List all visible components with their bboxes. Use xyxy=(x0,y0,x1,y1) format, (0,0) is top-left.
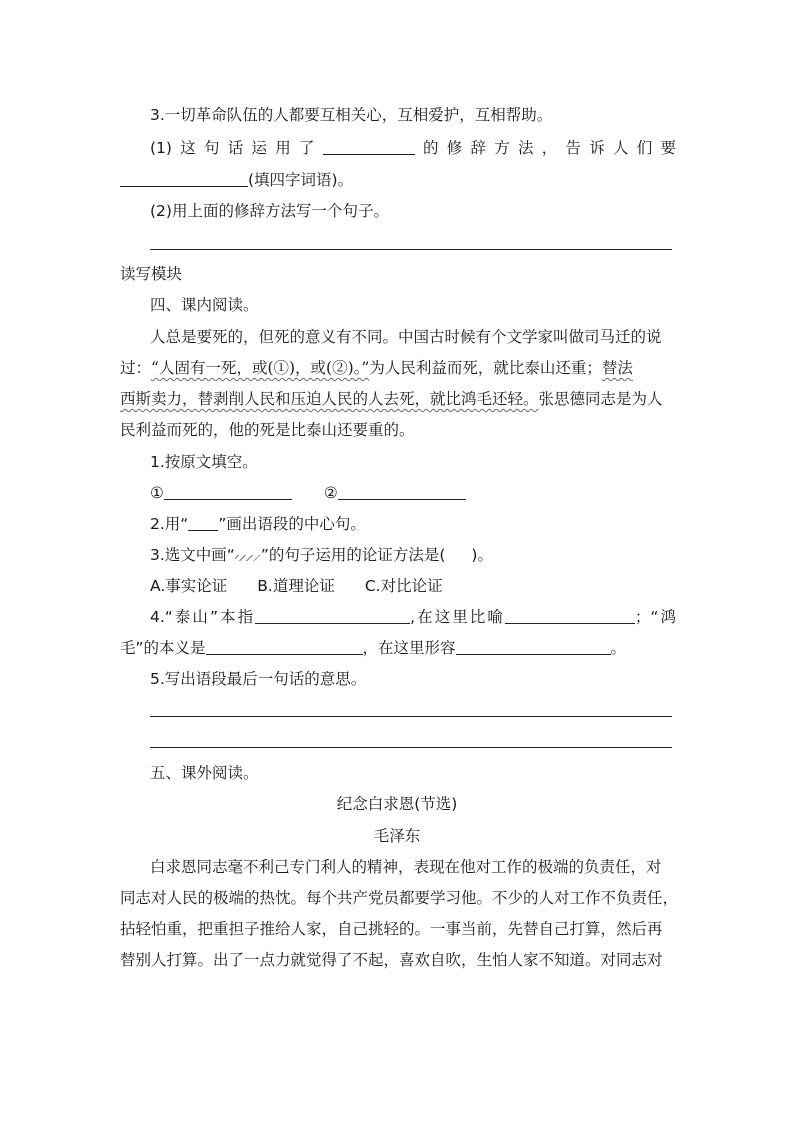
s5-article-author: 毛泽东 xyxy=(373,827,421,845)
s4-q4-blank-4[interactable] xyxy=(456,638,611,655)
s4-q2-text-a: 2.用“ xyxy=(150,515,189,533)
s4-q4-text-c: ；“鸿 xyxy=(634,608,677,626)
s4-q3-text-b: ”的句子运用的论证方法是( xyxy=(260,546,446,564)
s4-passage-2b: 为人民利益而死，就比泰山还重； xyxy=(369,359,602,377)
s4-q3-text-c: )。 xyxy=(471,546,493,564)
s5-passage-line-1: 白求恩同志毫不利己专门利人的精神，表现在他对工作的极端的负责任，对 xyxy=(150,858,662,876)
s4-q3-text-a: 3.选文中画“ xyxy=(150,546,235,564)
s4-passage-3a: 西斯卖力，替剥削人民和压迫人民的人去死，就比鸿毛还轻。 xyxy=(120,390,539,408)
s4-q1-blank-1[interactable] xyxy=(164,483,292,500)
s5-passage-line-2: 同志对人民的极端的热忱。每个共产党员都要学习他。不少的人对工作不负责任， xyxy=(120,889,679,907)
s5-passage-line-3: 拈轻怕重，把重担子推给人家，自己挑轻的。一事当前，先替自己打算，然后再 xyxy=(120,920,663,938)
s4-passage-line-3 xyxy=(120,388,663,410)
s4-q4-text-d: 毛”的本义是 xyxy=(120,639,206,657)
option-b[interactable]: B.道理论证 xyxy=(257,577,335,595)
q3-sub2: (2)用上面的修辞方法写一个句子。 xyxy=(150,202,389,220)
s4-q2-underline-sample xyxy=(188,517,218,531)
s4-q4-text-b: ,在这里比喻 xyxy=(410,608,505,626)
s4-q2 xyxy=(150,513,366,535)
s4-q5-answer-line-2[interactable] xyxy=(150,747,672,748)
q3-sub1-text-c: (填四字词语)。 xyxy=(248,171,354,189)
s4-q1-circ2: ② xyxy=(323,484,338,502)
q3-sub1-text-b: 的修辞方法，告诉人们要 xyxy=(414,139,676,157)
option-c[interactable]: C.对比论证 xyxy=(364,577,443,595)
s4-q4-line1 xyxy=(150,606,676,628)
s5-article-title: 纪念白求恩(节选) xyxy=(336,795,458,813)
s4-passage-line-1: 人总是要死的，但死的意义有不同。中国古时候有个文学家叫做司马迁的说 xyxy=(150,328,662,346)
s4-passage-quote: “人固有一死，或(①)，或(②)。” xyxy=(151,359,370,377)
s4-q4-blank-1[interactable] xyxy=(255,607,410,624)
module-title: 读写模块 xyxy=(120,265,183,283)
s4-passage-line-2 xyxy=(120,357,633,379)
s4-q4-blank-2[interactable] xyxy=(505,607,635,624)
s4-q5-answer-line-1[interactable] xyxy=(150,716,672,717)
s4-q1: 1.按原文填空。 xyxy=(150,453,258,471)
s4-q4-text-a: 4.“泰山”本指 xyxy=(150,608,256,626)
s4-q4-text-f: 。 xyxy=(610,639,627,657)
s4-q5: 5.写出语段最后一句话的意思。 xyxy=(150,670,367,688)
q3-main: 3.一切革命队伍的人都要互相关心，互相爱护，互相帮助。 xyxy=(150,106,553,124)
section5-heading: 五、课外阅读。 xyxy=(150,764,259,782)
s4-passage-line-4: 民利益而死的，他的死是比泰山还要重的。 xyxy=(120,421,415,439)
s4-q3 xyxy=(150,544,493,566)
q3-sub1-line2 xyxy=(120,169,353,191)
s4-q4-text-e: ，在这里形容 xyxy=(362,639,456,657)
s4-q1-blank-2[interactable] xyxy=(338,483,466,500)
s5-passage-line-4: 替别人打算。出了一点力就觉得了不起，喜欢自吹，生怕人家不知道。对同志对 xyxy=(120,951,663,969)
q3-sub1-line xyxy=(150,137,676,159)
s4-q2-text-b: ”画出语段的中心句。 xyxy=(218,515,366,533)
q3-answer-line[interactable] xyxy=(150,249,672,250)
q3-sub1-blank-2[interactable] xyxy=(120,170,248,187)
s4-options xyxy=(150,575,443,597)
s4-q4-line2 xyxy=(120,637,626,659)
q3-sub1-text-a: (1)这句话运用了 xyxy=(150,139,323,157)
section4-heading: 四、课内阅读。 xyxy=(150,296,259,314)
s4-passage-2a: 过： xyxy=(120,359,152,377)
s4-passage-3b: 张思德同志是为人 xyxy=(538,390,663,408)
s4-q4-blank-3[interactable] xyxy=(206,638,363,655)
s4-q1-blanks xyxy=(150,482,466,504)
s4-q3-wavy-sample xyxy=(235,555,261,561)
q3-sub1-blank-1[interactable] xyxy=(323,138,415,155)
s4-passage-2-end: 替法 xyxy=(601,359,633,377)
option-a[interactable]: A.事实论证 xyxy=(150,577,228,595)
s4-q1-circ1: ① xyxy=(150,484,164,502)
